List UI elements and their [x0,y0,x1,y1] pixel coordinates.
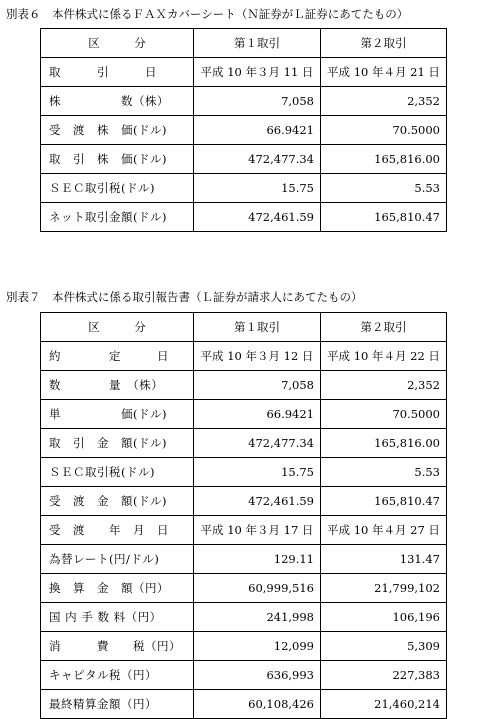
table-row [41,400,447,429]
value-cell: 165,816.00 [321,429,447,458]
header-cell: 第１取引 [194,313,321,342]
value-cell: 636,993 [194,661,321,690]
value-cell: 15.75 [194,174,321,203]
table-row [41,371,447,400]
value-cell: 131.47 [321,545,447,574]
table-row [41,203,447,232]
row-label-cell: ＳＥＣ取引税(ドル) [41,458,194,487]
row-label-cell: 為替レート(円/ドル) [41,545,194,574]
value-cell: 472,477.34 [194,145,321,174]
row-label-cell: ネット取引金額(ドル) [41,203,194,232]
value-cell: 2,352 [321,87,447,116]
row-label-cell: 消 費 税（円） [41,632,194,661]
row-label-cell: キャピタル税（円） [41,661,194,690]
value-cell: 106,196 [321,603,447,632]
value-cell: 5.53 [321,174,447,203]
table-row [41,458,447,487]
row-label-cell: 受 渡 株 価(ドル) [41,116,194,145]
value-cell: 7,058 [194,87,321,116]
header-cell: 第２取引 [321,29,447,58]
header-cell: 第１取引 [194,29,321,58]
row-label-cell: 受 渡 金 額(ドル) [41,487,194,516]
trade-report-table [40,312,447,719]
table-row [41,174,447,203]
value-cell: 70.5000 [321,400,447,429]
row-label-cell: 受 渡 年 月 日 [41,516,194,545]
value-cell: 472,461.59 [194,203,321,232]
value-cell: 129.11 [194,545,321,574]
value-cell: 165,810.47 [321,487,447,516]
value-cell: 12,099 [194,632,321,661]
table-row [41,603,447,632]
table-row [41,690,447,719]
value-cell: 165,810.47 [321,203,447,232]
value-cell: 21,460,214 [321,690,447,719]
value-cell: 60,108,426 [194,690,321,719]
table7-body [41,313,447,719]
table-header-row [41,29,447,58]
header-cell: 区 分 [41,313,194,342]
value-cell: 平成 10 年４月 22 日 [321,342,447,371]
row-label-cell: 約 定 日 [41,342,194,371]
value-cell: 平成 10 年３月 11 日 [194,58,321,87]
value-cell: 2,352 [321,371,447,400]
value-cell: 7,058 [194,371,321,400]
value-cell: 227,383 [321,661,447,690]
table-row [41,342,447,371]
table-row [41,574,447,603]
row-label-cell: 換 算 金 額（円） [41,574,194,603]
table-row [41,516,447,545]
value-cell: 70.5000 [321,116,447,145]
value-cell: 60,999,516 [194,574,321,603]
value-cell: 66.9421 [194,116,321,145]
value-cell: 平成 10 年４月 21 日 [321,58,447,87]
table6-body [41,29,447,232]
row-label-cell: 数 量 （株） [41,371,194,400]
value-cell: 平成 10 年４月 27 日 [321,516,447,545]
table-row [41,145,447,174]
row-label-cell: 取 引 株 価(ドル) [41,145,194,174]
table-row [41,661,447,690]
row-label-cell: 国 内 手 数 料（円） [41,603,194,632]
table-row [41,487,447,516]
fax-cover-sheet-table [40,28,447,232]
header-cell: 第２取引 [321,313,447,342]
table-row [41,87,447,116]
value-cell: 21,799,102 [321,574,447,603]
value-cell: 平成 10 年３月 17 日 [194,516,321,545]
header-cell: 区 分 [41,29,194,58]
row-label-cell: 取 引 日 [41,58,194,87]
row-label-cell: 単 価(ドル) [41,400,194,429]
table-row [41,58,447,87]
table6-caption: 別表６ 本件株式に係るＦＡＸカバーシート（Ｎ証券がＬ証券にあてたもの） [6,7,409,21]
value-cell: 5.53 [321,458,447,487]
value-cell: 66.9421 [194,400,321,429]
value-cell: 5,309 [321,632,447,661]
table-row [41,116,447,145]
value-cell: 165,816.00 [321,145,447,174]
row-label-cell: ＳＥＣ取引税(ドル) [41,174,194,203]
value-cell: 241,998 [194,603,321,632]
table-row [41,545,447,574]
value-cell: 15.75 [194,458,321,487]
table-header-row [41,313,447,342]
value-cell: 472,477.34 [194,429,321,458]
row-label-cell: 最終精算金額（円） [41,690,194,719]
value-cell: 平成 10 年３月 12 日 [194,342,321,371]
table-row [41,429,447,458]
value-cell: 472,461.59 [194,487,321,516]
row-label-cell: 取 引 金 額(ドル) [41,429,194,458]
row-label-cell: 株 数（株） [41,87,194,116]
table7-caption: 別表７ 本件株式に係る取引報告書（Ｌ証券が請求人にあてたもの） [6,290,363,304]
table-row [41,632,447,661]
